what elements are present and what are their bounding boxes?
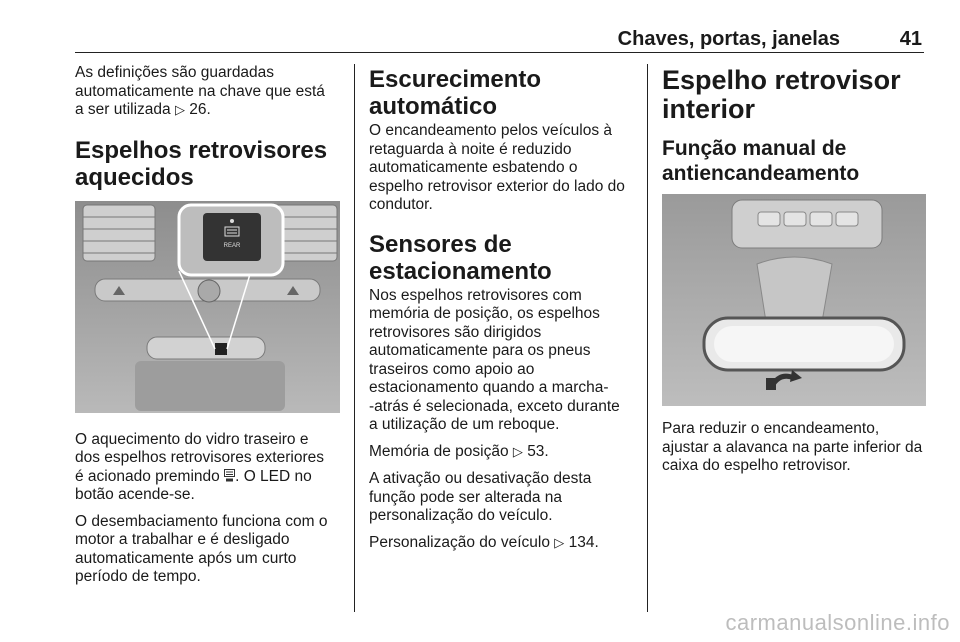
page-ref-arrow-icon: ▷ — [512, 444, 523, 460]
column-3 — [662, 64, 928, 484]
rear-defrost-button-small — [215, 343, 227, 355]
rear-button-label: REAR — [223, 242, 241, 249]
page-ref-link[interactable]: 26. — [189, 101, 211, 118]
page-ref-arrow-icon: ▷ — [174, 103, 185, 118]
heading-auto-dimming: Escurecimento automático — [369, 66, 542, 120]
rear-defrost-button-illustration — [75, 201, 340, 413]
page-ref-link[interactable]: 134. — [568, 533, 599, 551]
paragraph-position-memory: Memória de posição ▷ 53. — [369, 442, 549, 460]
column-2 — [369, 64, 637, 561]
paragraph-reduce-glare: Para reduzir o encandeamento, ajustar a alavanca na parte inferior da caixa do espelho retrovisor. — [662, 420, 923, 474]
header-divider — [75, 52, 924, 53]
heading-heated-mirrors: Espelhos retrovisores aquecidos — [75, 136, 328, 191]
page-number: 41 — [899, 28, 922, 50]
subheading-manual-antiglare: Função manual de antiencandeamento — [662, 137, 860, 185]
paragraph-personalization-ref: Personalização do veículo ▷ 134. — [369, 533, 599, 551]
heading-interior-mirror: Espelho retrovisor interior — [662, 65, 901, 124]
paragraph-heating: O aquecimento do vidro traseiro e dos espelhos retrovisores exteriores é acionado premindo . O LED no botão acende-se. — [75, 430, 324, 503]
heading-parking-sensors: Sensores de estacionamento — [369, 230, 552, 285]
column-1 — [75, 64, 340, 595]
rear-window-heater-icon — [224, 469, 235, 482]
paragraph-personalization: A ativação ou desativação desta função pode ser alterada na personalização do veículo. — [369, 470, 592, 524]
intro-paragraph: As definições são guardadas automaticamente na chave que está a ser utilizada ▷ 26. — [75, 64, 325, 118]
air-vent-left — [83, 205, 155, 261]
page-ref-arrow-icon: ▷ — [554, 535, 565, 551]
watermark-url: carmanualsonline.info — [725, 610, 950, 635]
column-divider-1 — [354, 64, 355, 612]
paragraph-defog: O desembaciamento funciona com o motor a trabalhar e é desligado automaticamente após um curto período de tempo. — [75, 512, 328, 585]
paragraph-parking: Nos espelhos retrovisores com memória de posição, os espelhos retrovisores são dirigidos automaticamente para os pneus traseiros como apoio ao estacionamento quando a marcha- -atrás é selecionada, exceto durante a utilização de um reboque. — [369, 286, 620, 433]
column-divider-2 — [647, 64, 648, 612]
page-ref-link[interactable]: 53. — [527, 442, 549, 460]
running-header-title: Chaves, portas, janelas — [617, 28, 840, 50]
interior-mirror-illustration — [662, 194, 926, 406]
paragraph-auto-dimming: O encandeamento pelos veículos à retaguarda à noite é reduzido automaticamente esbatendo o espelho retrovisor exterior do lado do condutor. — [369, 122, 625, 213]
led-indicator-icon — [230, 219, 234, 223]
